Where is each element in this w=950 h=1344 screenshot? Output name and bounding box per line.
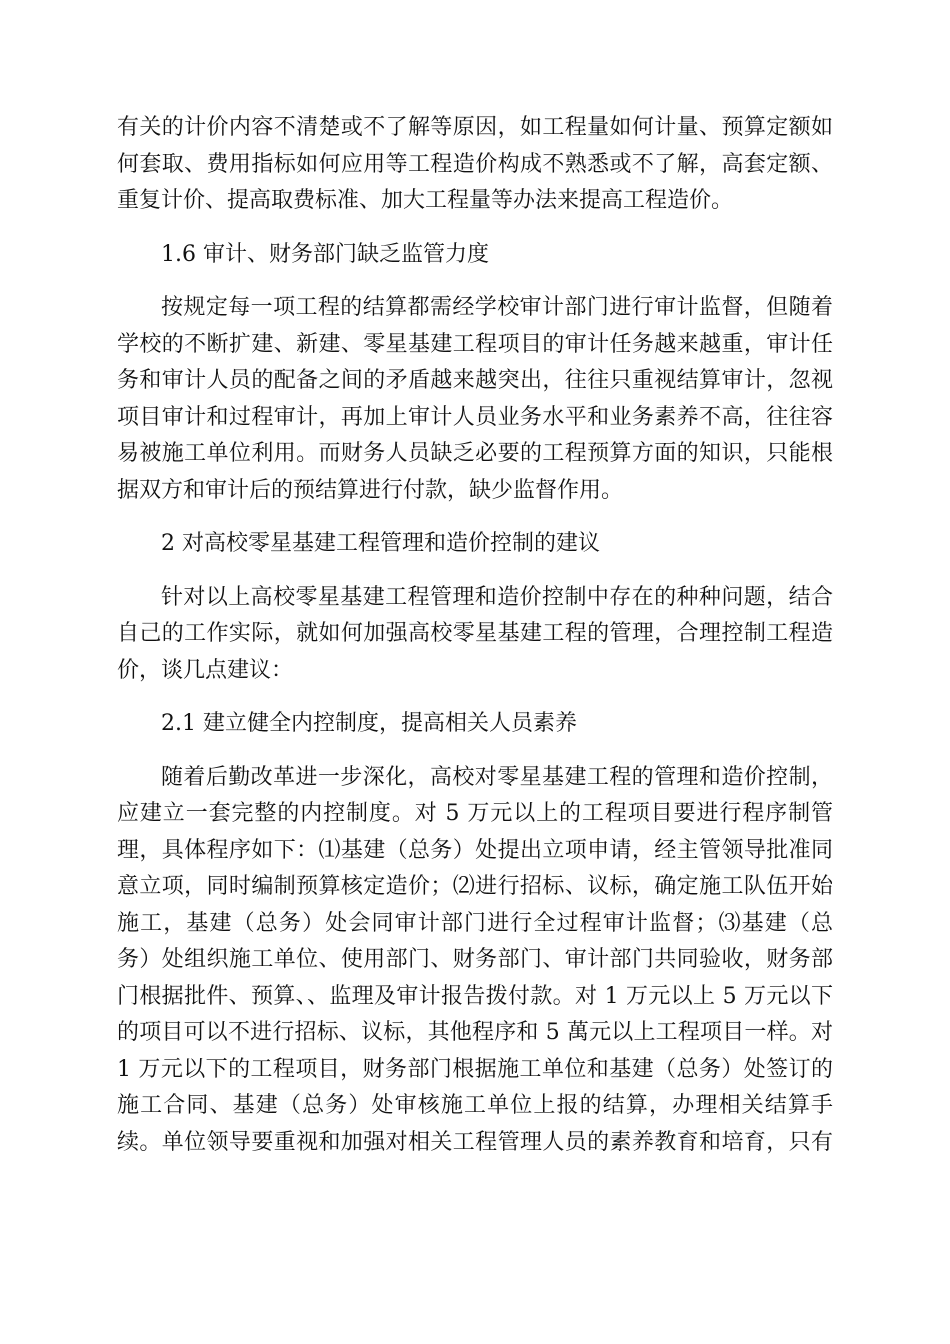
paragraph-4 [117,760,833,1162]
text-line: 的项目可以不进行招标、议标，其他程序和 5 萬元以上工程项目一样。对 [117,1020,833,1045]
paragraph-1 [117,110,833,220]
text-line: 有关的计价内容不清楚或不了解等原因，如工程量如何计量、预算定额如 [117,115,833,140]
text-line: 按规定每一项工程的结算都需经学校审计部门进行审计监督，但随着 [161,295,833,320]
paragraph-2 [117,290,833,509]
text-line: 何套取、费用指标如何应用等工程造价构成不熟悉或不了解，高套定额、 [117,151,833,177]
text-line: 易被施工单位利用。而财务人员缺乏必要的工程预算方面的知识，只能根 [117,441,833,466]
text-line: 施工合同、基建（总务）处审核施工单位上报的结算，办理相关结算手 [117,1093,833,1118]
text-line: 学校的不断扩建、新建、零星基建工程项目的审计任务越来越重，审计任 [117,331,833,357]
text-line: 自己的工作实际，就如何加强高校零星基建工程的管理，合理控制工程造 [117,621,833,646]
text-line: 务和审计人员的配备之间的矛盾越来越突出，往往只重视结算审计，忽视 [117,368,833,393]
text-line: 续。单位领导要重视和加强对相关工程管理人员的素养教育和培育，只有 [117,1129,833,1155]
text-line: 价，谈几点建议： [117,657,294,683]
section-heading-2: 2 对高校零星基建工程管理和造价控制的建议 [161,531,600,556]
text-line: 施工，基建（总务）处会同审计部门进行全过程审计监督；⑶基建（总 [117,910,833,936]
text-line: 应建立一套完整的内控制度。对 5 万元以上的工程项目要进行程序制管 [117,801,833,826]
section-heading-1-6: 1.6 审计、财务部门缺乏监管力度 [161,241,489,267]
text-line: 随着后勤改革进一步深化，高校对零星基建工程的管理和造价控制， [161,764,833,790]
section-heading-2-1: 2.1 建立健全内控制度，提高相关人员素养 [161,711,577,736]
text-line: 重复计价、提高取费标准、加大工程量等办法来提高工程造价。 [117,188,734,213]
text-line: 理，具体程序如下：⑴基建（总务）处提出立项申请，经主管领导批准同 [117,837,833,863]
text-line: 针对以上高校零星基建工程管理和造价控制中存在的种种问题，结合 [161,584,833,610]
text-line: 1 万元以下的工程项目，财务部门根据施工单位和基建（总务）处签订的 [117,1056,833,1082]
paragraph-3 [117,580,833,690]
text-line: 项目审计和过程审计，再加上审计人员业务水平和业务素养不高，往往容 [117,404,833,430]
text-line: 据双方和审计后的预结算进行付款，缺少监督作用。 [117,477,624,503]
text-line: 务）处组织施工单位、使用部门、财务部门、审计部门共同验收，财务部 [117,947,833,972]
text-line: 意立项，同时编制预算核定造价；⑵进行招标、议标，确定施工队伍开始 [117,874,833,899]
text-line: 门根据批件、预算、、监理及审计报告拨付款。对 1 万元以上 5 万元以下 [117,983,833,1009]
document-body [117,110,833,1178]
